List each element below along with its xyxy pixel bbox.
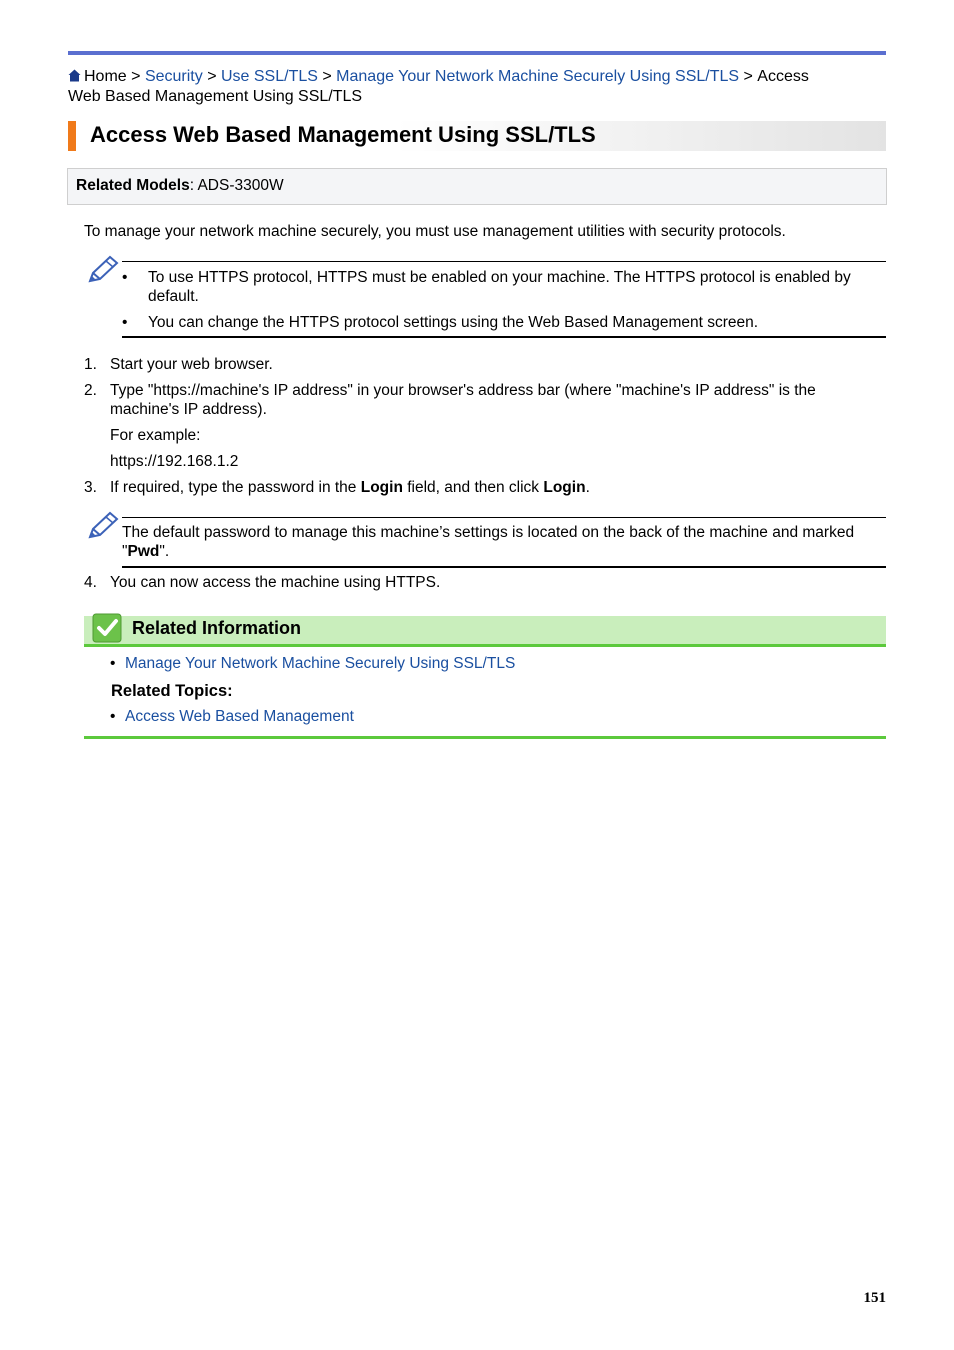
note-item-text: You can change the HTTPS protocol settings using the Web Based Management screen. bbox=[148, 314, 759, 331]
breadcrumb-separator: > bbox=[131, 68, 141, 85]
breadcrumb-separator: > bbox=[743, 68, 753, 85]
breadcrumb-security-link[interactable]: Security bbox=[144, 68, 203, 85]
example-label: For example: bbox=[110, 427, 201, 444]
breadcrumb-current-cont: Web Based Management Using SSL/TLS bbox=[68, 88, 363, 105]
page-number: 151 bbox=[863, 1290, 886, 1306]
breadcrumb-use-ssl-link[interactable]: Use SSL/TLS bbox=[220, 68, 318, 85]
note-item: • You can change the HTTPS protocol settings using the Web Based Management screen. bbox=[122, 314, 759, 331]
related-manage-link[interactable]: Manage Your Network Machine Securely Using SSL/TLS bbox=[125, 655, 516, 672]
note-item-text-cont: default. bbox=[148, 288, 199, 305]
breadcrumb-separator: > bbox=[207, 68, 217, 85]
login-button-label: Login bbox=[543, 479, 586, 496]
related-access-web-link[interactable]: Access Web Based Management bbox=[125, 708, 354, 725]
related-bottom-rule bbox=[84, 736, 886, 739]
related-models-value: : ADS-3300W bbox=[189, 177, 284, 194]
checkmark-icon bbox=[92, 613, 122, 643]
step-2-text-cont: machine's IP address). bbox=[110, 401, 267, 418]
breadcrumb-current: Access bbox=[757, 68, 809, 85]
related-topics-label: Related Topics: bbox=[111, 682, 233, 700]
intro-text: To manage your network machine securely, you must use management utilities with security protocols. bbox=[84, 223, 786, 240]
home-icon bbox=[68, 69, 81, 82]
step-2-text: Type "https://machine's IP address" in your browser's address bar (where "machine's IP address" is the bbox=[110, 382, 816, 399]
pwd-label: Pwd bbox=[127, 543, 160, 560]
breadcrumb-manage-link[interactable]: Manage Your Network Machine Securely Using SSL/TLS bbox=[336, 68, 740, 85]
page-title: Access Web Based Management Using SSL/TLS bbox=[90, 122, 596, 147]
related-models-box bbox=[67, 168, 887, 205]
breadcrumb-separator: > bbox=[322, 68, 332, 85]
related-information-header bbox=[84, 616, 886, 647]
breadcrumb-home[interactable]: Home bbox=[84, 68, 127, 85]
page-title-bar bbox=[68, 121, 886, 151]
note-password-text: The default password to manage this machine’s settings is located on the back of the machine and marked "Pwd". bbox=[122, 524, 855, 560]
breadcrumb bbox=[68, 67, 868, 107]
note-box bbox=[84, 255, 886, 339]
note-box-password bbox=[84, 511, 886, 569]
note-item-text: To use HTTPS protocol, HTTPS must be enabled on your machine. The HTTPS protocol is enabled by bbox=[148, 269, 851, 286]
top-rule bbox=[68, 51, 886, 55]
login-field-label: Login bbox=[360, 479, 403, 496]
example-url: https://192.168.1.2 bbox=[110, 453, 239, 470]
related-models-label: Related Models bbox=[76, 177, 190, 194]
title-accent bbox=[68, 121, 76, 151]
pencil-note-icon bbox=[86, 511, 120, 541]
note-item: • To use HTTPS protocol, HTTPS must be enabled on your machine. The HTTPS protocol is enabled by default. bbox=[122, 269, 851, 305]
related-information-title: Related Information bbox=[132, 618, 302, 638]
pencil-note-icon bbox=[86, 255, 120, 285]
